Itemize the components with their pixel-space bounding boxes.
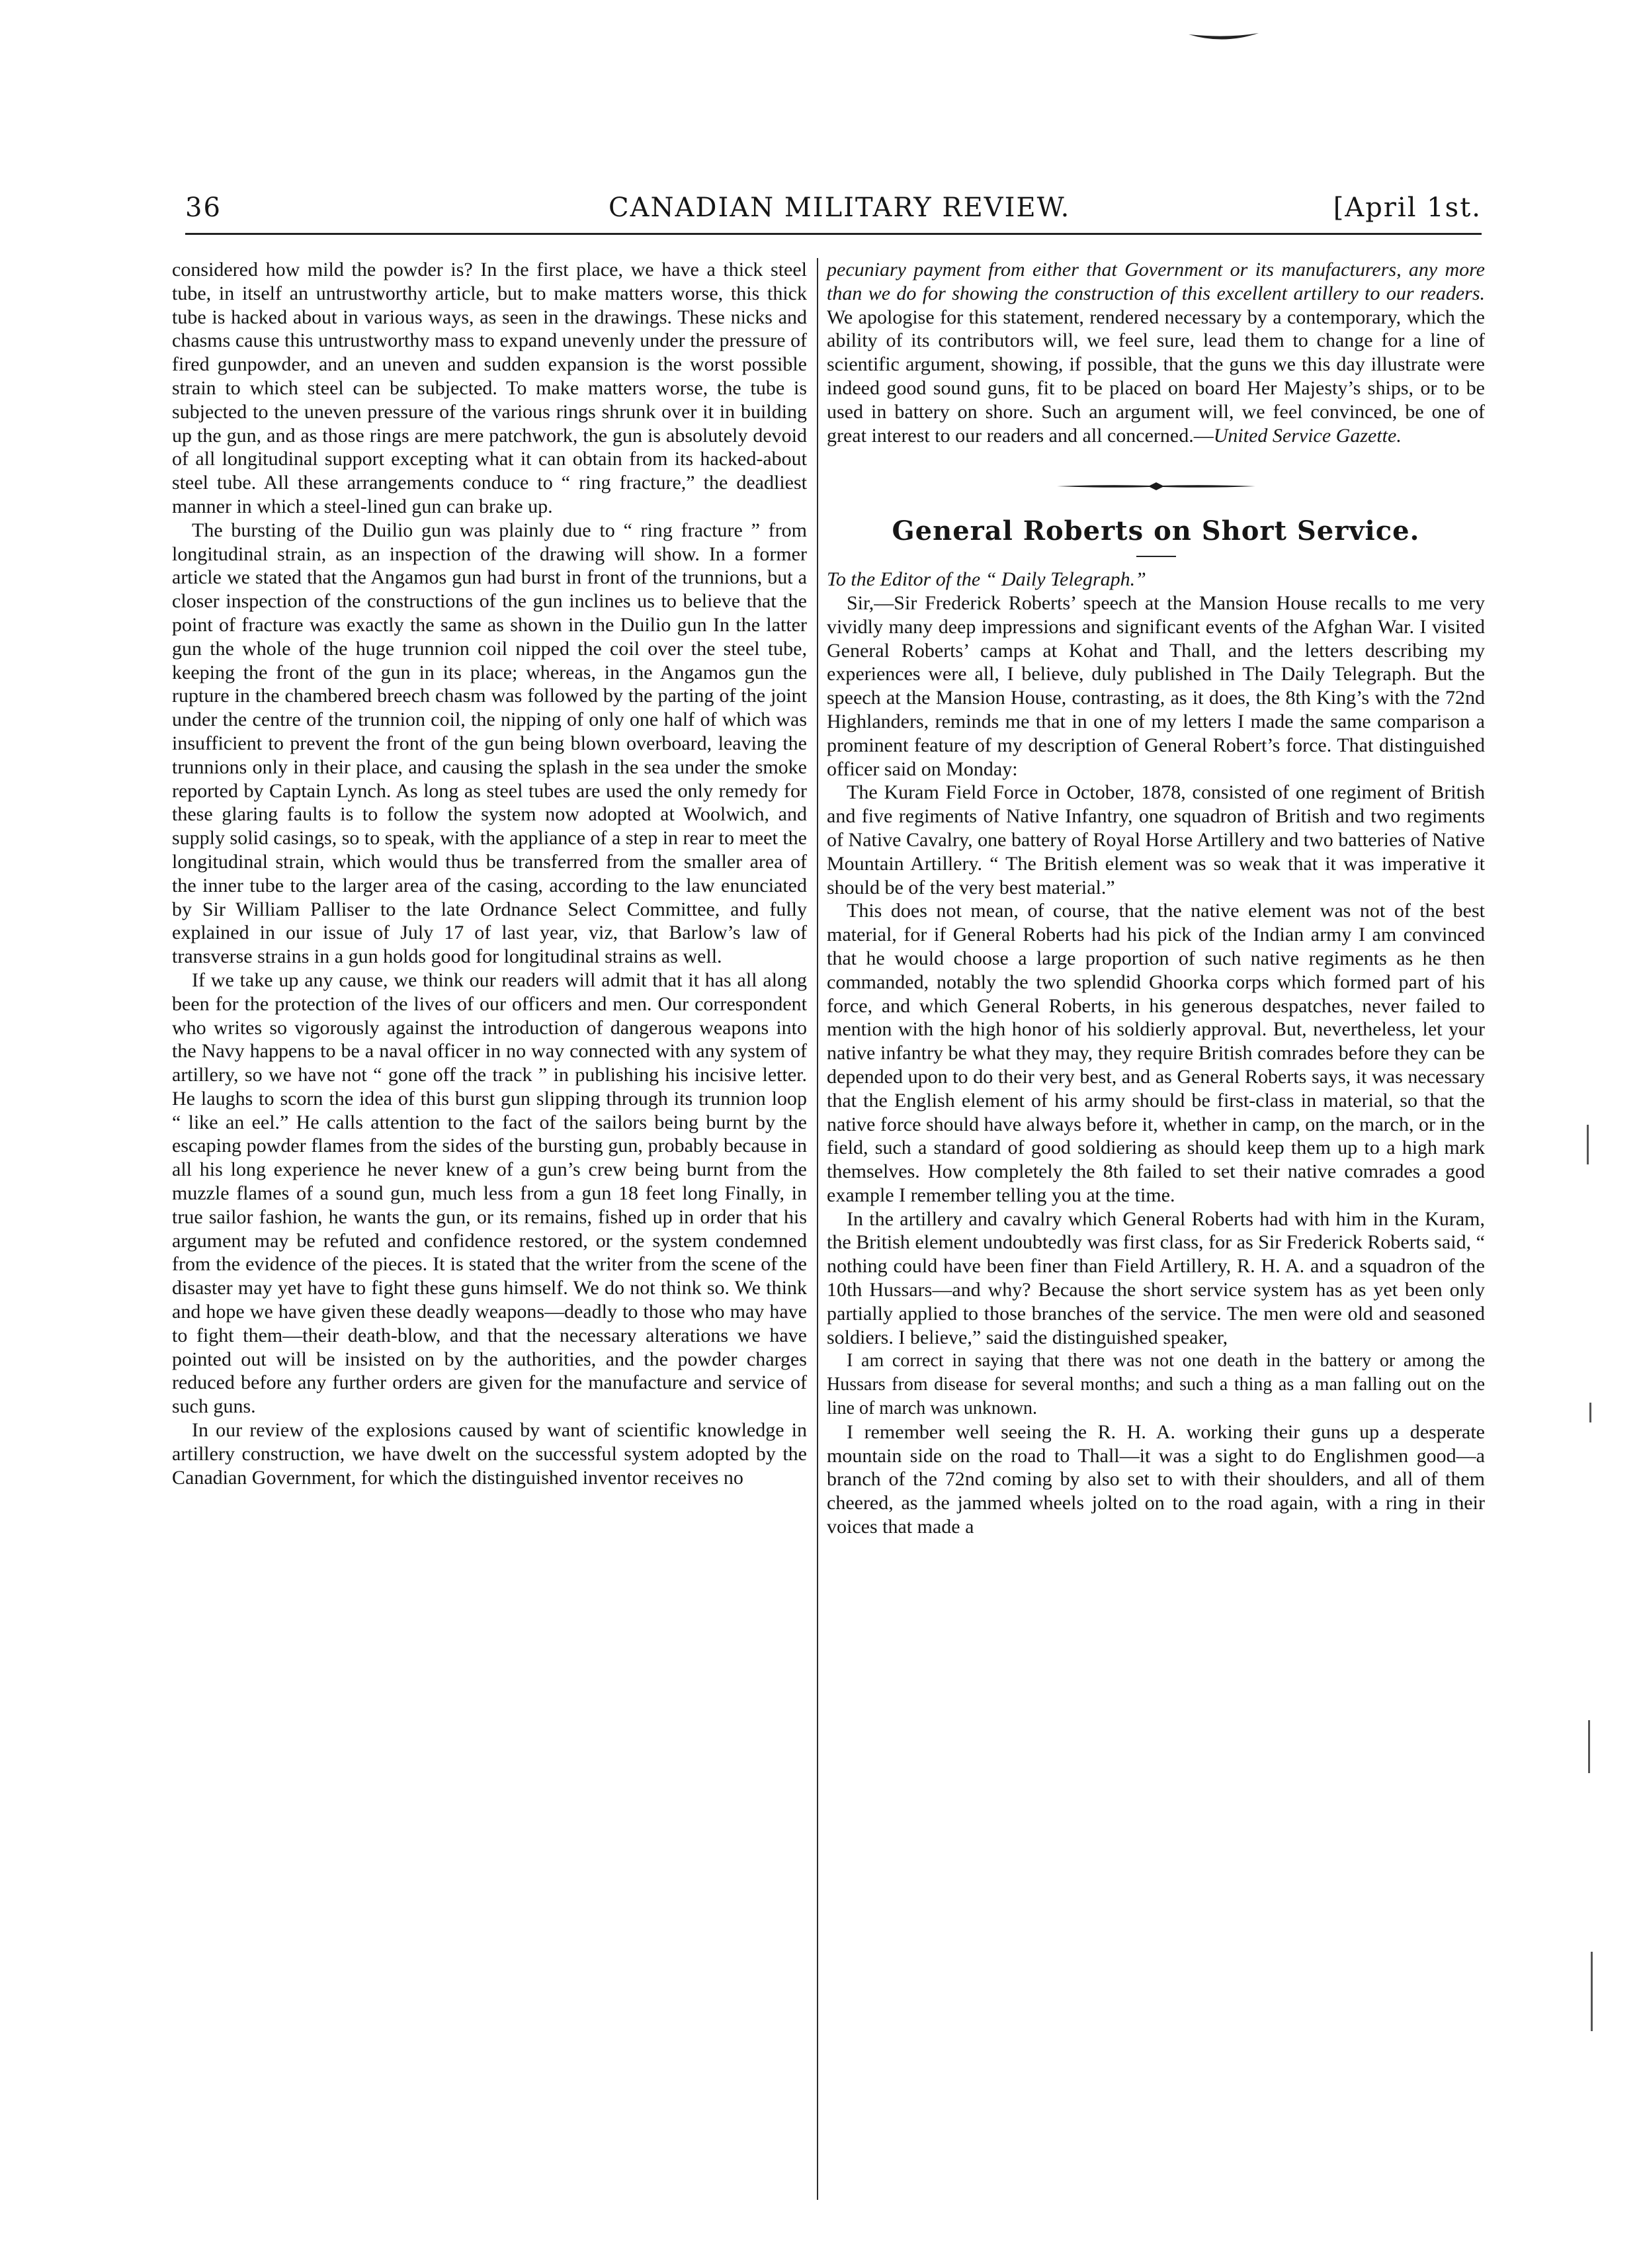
left-paragraph-2: The bursting of the Duilio gun was plainly due to “ ring fracture ” from longitudinal strain, as an inspection of the drawing will show. In a former article we stated that the Angamos gun had burst in front of the trunnions, but a closer inspection of the constructions of the gun inclines us to believe that the point of fracture was exactly the same as shown in the Duilio gun In the latter gun the whole of the huge trunnion coil nipped the coil over the steel tube, keeping the front of the gun in its place; whereas, in the Angamos gun the rupture in the chambered breech chasm was followed by the parting of the joint under the centre of the trunnion coil, the nipping of only one half of which was insufficient to prevent the front of the gun being blown overboard, leaving the trunnions only in their place, and causing the splash in the sea under the smoke reported by Captain Lynch. As long as steel tubes are used the only remedy for these glaring faults is to follow the system now adopted at Woolwich, and supply solid casings, so to speak, with the appliance of a step in rear to meet the longitudinal strain, which would thus be transferred from the smaller area of the inner tube to the larger area of the casing, according to the law enunciated by Sir William Palliser to the late Ordnance Select Committee, and fully explained in our issue of July 17 of last year, viz, that Barlow’s law of transverse strains in a gun holds good for longitudinal strains as well.	[172, 519, 807, 968]
ornament-rule-icon	[1057, 481, 1255, 492]
left-paragraph-3: If we take up any cause, we think our readers will admit that it has all along been for the protection of the lives of our officers and men. Our correspondent who writes so vigorously against the introduction of dangerous weapons into the Navy happens to be a naval officer in no way connected with any system of artillery, so we have not “ gone off the track ” in publishing his incisive letter. He laughs to scorn the idea of this burst gun slipping through its trunnion loop “ like an eel.” He calls attention to the fact of the sailors being burnt by the escaping powder flames from the sides of the bursting gun, probably because in all his long experience he never knew of a gun’s crew being burnt from the muzzle flames of a sound gun, much less from a gun 18 feet long Finally, in true sailor fashion, he wants the gun, or its remains, fished up in order that his argument may be refuted and confidence restored, or the system condemned from the evidence of the pieces. It is stated that the writer from the scene of the disaster may yet have to fight these guns himself. We do not think so. We think and hope we have given these deadly weapons—deadly to those who may have to fight them—their death-blow, and that the necessary alterations we have pointed out will be insisted on by the authorities, and the powder charges reduced before any further orders are given for the manufacture and service of such guns.	[172, 969, 807, 1418]
right-paragraph-1: Sir,—Sir Frederick Roberts’ speech at the Mansion House recalls to me very vividly many deep impressions and significant events of the Afghan War. I visited General Roberts’ camps at Kohat and Thall, and the letters describing my experiences were all, I believe, duly published in The Daily Telegraph. But the speech at the Mansion House, contrasting, as it does, the 8th King’s with the 72nd Highlanders, reminds me that in one of my letters I made the same comparison a prominent feature of my description of General Robert’s force. That distinguished officer said on Monday:	[827, 591, 1485, 780]
section-ornament	[827, 474, 1485, 498]
continuation-text: We apologise for this statement, rendered necessary by a contemporary, which the ability of its contributors will, we feel sure, lead them to change for a line of scientific argument, showing, if possible, that the guns we this day illustrate were indeed good sound guns, fit to be placed on board Her Majesty’s ships, or to be used in battery on shore. Such an argument will, we feel convinced, be one of great interest to our readers and all concerned.—	[827, 306, 1485, 447]
issue-date: [April 1st.	[1333, 193, 1482, 223]
quote-text: I am correct in saying that there was not one death in the battery or among the Hussars from disease for several months; and such a thing as a man falling out on the line of march was unknown.	[827, 1350, 1485, 1419]
right-paragraph-2: The Kuram Field Force in October, 1878, consisted of one regiment of British and five regiments of Native Infantry, one squadron of British and two regiments of Native Cavalry, one battery of Royal Horse Artillery and two batteries of Native Mountain Artillery. “ The British element was so weak that it was imperative it should be of the very best material.”	[827, 781, 1485, 898]
header-rule	[185, 233, 1482, 235]
left-paragraph-1: considered how mild the powder is? In the first place, we have a thick steel tube, in itself an untrustworthy article, but to make matters worse, this thick tube is hacked about in various ways, as seen in the drawings. These nicks and chasms cause this untrustworthy mass to expand unevenly under the pressure of fired gunpowder, and an uneven and sudden expansion is the worst possible strain to which steel can be subjected. To make matters worse, the tube is subjected to the uneven pressure of the various rings shrunk over it in building up the gun, and as those rings are mere patchwork, the gun is absolutely devoid of all longitudinal support excepting what it can obtain from its hacked-about steel tube. All these arrangements conduce to “ ring fracture,” the deadliest manner in which a steel-lined gun can brake up.	[172, 259, 807, 517]
ink-smudge-mark	[1187, 30, 1260, 45]
right-paragraph-5: I remember well seeing the R. H. A. working their guns up a desperate mountain side on the road to Thall—it was a sight to do Englishmen good—a branch of the 72nd coming by also set to with their shoulders, and all of them cheered, as the jammed wheels jolted on to the road again, with a ring in their voices that made a	[827, 1420, 1485, 1538]
article-heading: General Roberts on Short Service.	[892, 515, 1420, 547]
page-number: 36	[185, 193, 222, 223]
letter-addressee: To the Editor of the “ Daily Telegraph.”	[827, 568, 1146, 591]
journal-title: CANADIAN MILITARY REVIEW.	[609, 193, 1071, 223]
column-divider	[817, 258, 818, 2200]
right-column	[827, 258, 1485, 1539]
left-column	[172, 258, 807, 1489]
quoted-speech	[827, 1349, 1485, 1420]
heading-rule	[1136, 556, 1176, 557]
binding-edge-marks	[1584, 1125, 1604, 2051]
right-paragraph-3: This does not mean, of course, that the native element was not of the best material, for if General Roberts had his pick of the Indian army I am convinced that he would choose a large proportion of such native regiments as he then commanded, notably the two splendid Ghoorka corps which formed part of his force, and which General Roberts, in his generous despatches, never failed to mention with the high honor of his soldierly approval. But, nevertheless, let your native infantry be what they may, they require British comrades before they can be depended upon to do their very best, and as General Roberts says, it was necessary that the English element of his army should be first-class in material, so that the native force should have always before it, whether in camp, on the march, or in the field, such a standard of good soldiering as should keep them up to a high mark themselves. How completely the 8th failed to set their native comrades a good example I remember telling you at the time.	[827, 900, 1485, 1206]
right-paragraph-4: In the artillery and cavalry which General Roberts had with him in the Kuram, the British element undoubtedly was first class, for as Sir Frederick Roberts said, “ nothing could have been finer than Field Artillery, R. H. A. and a squadron of the 10th Hussars—and why? Because the short service system has as yet been only partially applied to those branches of the service. The men were old and seasoned soldiers. I believe,” said the distinguished speaker,	[827, 1207, 1485, 1348]
continuation-italic-text: pecuniary payment from either that Government or its manufacturers, any more than we do for showing the construction of this excellent artillery to our readers.	[827, 259, 1485, 304]
left-paragraph-4: In our review of the explosions caused by want of scientific knowledge in artillery construction, we have dwelt on the successful system adopted by the Canadian Government, for which the distinguished inventor receives no	[172, 1419, 807, 1489]
page-header	[185, 189, 1482, 233]
continuation-paragraph	[827, 258, 1485, 447]
source-attribution: United Service Gazette.	[1213, 424, 1402, 447]
